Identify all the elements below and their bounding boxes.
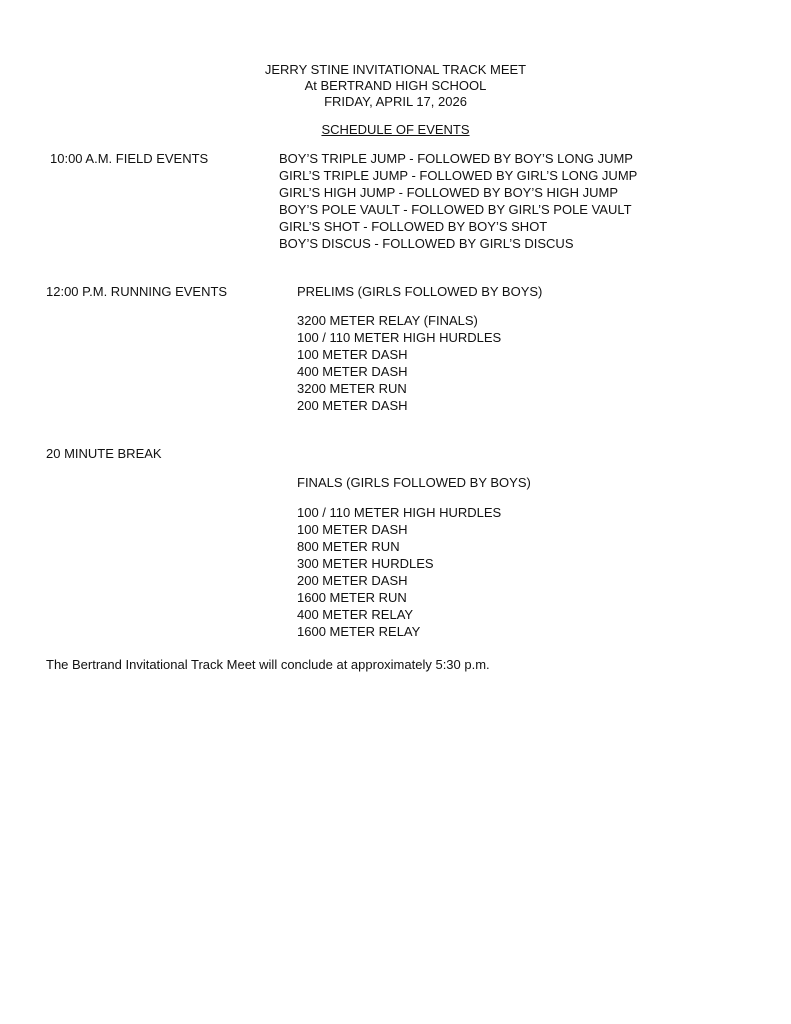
prelim-event-item: 3200 METER RUN: [297, 381, 407, 396]
meet-date: FRIDAY, APRIL 17, 2026: [324, 94, 467, 109]
meet-title: JERRY STINE INVITATIONAL TRACK MEET: [264, 62, 527, 77]
final-event-item: 1600 METER RELAY: [297, 624, 421, 639]
finals-list: [297, 504, 501, 640]
final-event-item: 200 METER DASH: [297, 573, 408, 588]
prelim-event-item: 3200 METER RELAY (FINALS): [297, 313, 478, 328]
field-events-list: [279, 150, 637, 252]
final-event-item: 800 METER RUN: [297, 539, 400, 554]
field-event-item: GIRL’S SHOT - FOLLOWED BY BOY’S SHOT: [279, 219, 548, 234]
prelims-list: [297, 312, 501, 414]
final-event-item: 100 / 110 METER HIGH HURDLES: [297, 505, 502, 520]
final-event-item: 1600 METER RUN: [297, 590, 407, 605]
field-event-item: BOY’S POLE VAULT - FOLLOWED BY GIRL’S POLE VAULT: [279, 202, 632, 217]
final-event-item: 400 METER RELAY: [297, 607, 414, 622]
field-event-item: BOY’S DISCUS - FOLLOWED BY GIRL’S DISCUS: [279, 236, 574, 251]
prelim-event-item: 100 / 110 METER HIGH HURDLES: [297, 330, 502, 345]
prelim-event-item: 100 METER DASH: [297, 347, 408, 362]
finals-heading: FINALS (GIRLS FOLLOWED BY BOYS): [297, 475, 531, 490]
prelim-event-item: 200 METER DASH: [297, 398, 408, 413]
schedule-heading: SCHEDULE OF EVENTS: [321, 122, 470, 137]
final-event-item: 100 METER DASH: [297, 522, 408, 537]
field-events-time-label: 10:00 A.M. FIELD EVENTS: [50, 151, 209, 166]
field-event-item: BOY’S TRIPLE JUMP - FOLLOWED BY BOY’S LONG JUMP: [279, 151, 633, 166]
prelim-event-item: 400 METER DASH: [297, 364, 408, 379]
meet-location: At BERTRAND HIGH SCHOOL: [304, 78, 487, 93]
field-event-item: GIRL’S HIGH JUMP - FOLLOWED BY BOY’S HIGH JUMP: [279, 185, 619, 200]
break-label: 20 MINUTE BREAK: [46, 446, 162, 461]
running-events-time-label: 12:00 P.M. RUNNING EVENTS: [46, 284, 228, 299]
prelims-heading: PRELIMS (GIRLS FOLLOWED BY BOYS): [297, 284, 543, 299]
field-event-item: GIRL’S TRIPLE JUMP - FOLLOWED BY GIRL’S LONG JUMP: [279, 168, 638, 183]
final-event-item: 300 METER HURDLES: [297, 556, 434, 571]
conclusion-note: The Bertrand Invitational Track Meet will conclude at approximately 5:30 p.m.: [46, 657, 490, 672]
